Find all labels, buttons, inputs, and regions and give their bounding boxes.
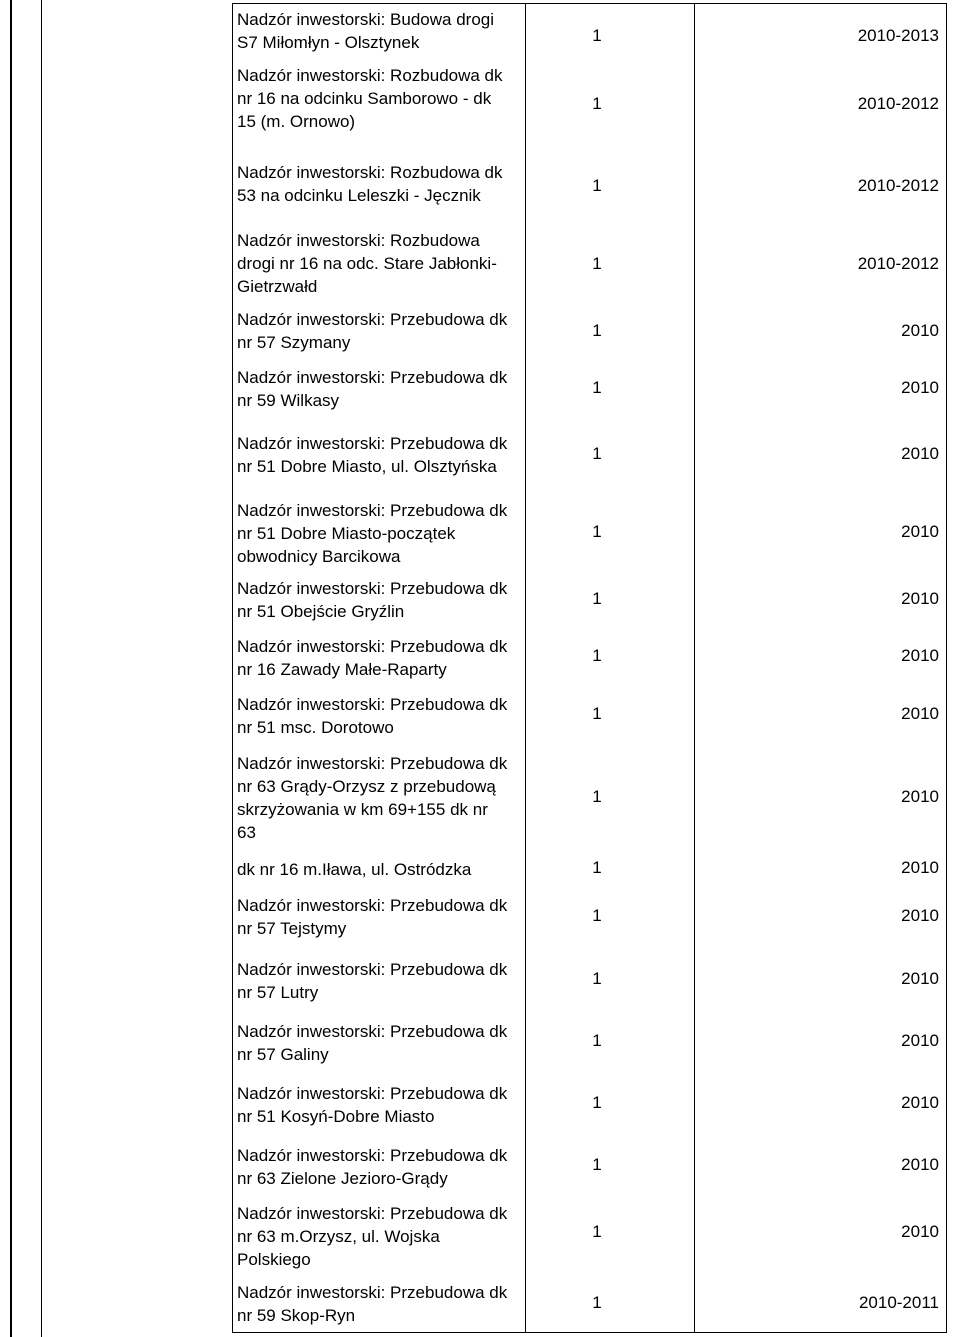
table-top-border: [232, 3, 947, 4]
row-description: Nadzór inwestorski: Rozbudowa dk nr 16 na odcinku Samborowo - dk 15 (m. Ornowo): [237, 66, 503, 131]
row-years: 2010: [901, 1093, 939, 1112]
row-description: Nadzór inwestorski: Przebudowa dk nr 59 Skop-Ryn: [237, 1283, 508, 1325]
row-description: Nadzór inwestorski: Rozbudowa drogi nr 16 na odc. Stare Jabłonki- Gietrzwałd: [237, 231, 497, 296]
row-years: 2010-2011: [858, 1293, 939, 1312]
row-description: Nadzór inwestorski: Przebudowa dk nr 51 Obejście Gryźlin: [237, 579, 508, 621]
row-description: Nadzór inwestorski: Przebudowa dk nr 59 Wilkasy: [237, 368, 508, 410]
row-count: 1: [592, 94, 602, 113]
row-count: 1: [592, 378, 602, 397]
row-description: Nadzór inwestorski: Przebudowa dk nr 57 Tejstymy: [237, 896, 508, 938]
table-bottom-border: [232, 1332, 947, 1333]
row-count: 1: [592, 1093, 602, 1112]
row-description: Nadzór inwestorski: Przebudowa dk nr 51 Dobre Miasto, ul. Olsztyńska: [237, 434, 508, 476]
row-count: 1: [592, 321, 602, 340]
row-years: 2010-2012: [857, 94, 939, 113]
row-description: Nadzór inwestorski: Przebudowa dk nr 63 Grądy-Orzysz z przebudową skrzyżowania w km 69+155 dk nr 63: [237, 754, 508, 842]
row-description: Nadzór inwestorski: Przebudowa dk nr 57 Szymany: [237, 310, 508, 352]
row-description: Nadzór inwestorski: Budowa drogi S7 Miłomłyn - Olsztynek: [237, 10, 495, 52]
column-divider-2: [694, 3, 695, 1333]
row-count: 1: [592, 254, 602, 273]
row-count: 1: [592, 787, 602, 806]
row-years: 2010-2013: [857, 26, 939, 45]
table-left-border: [232, 3, 233, 1333]
table-right-border: [946, 3, 947, 1333]
row-description: Nadzór inwestorski: Przebudowa dk nr 51 msc. Dorotowo: [237, 695, 508, 737]
row-years: 2010: [901, 906, 939, 925]
row-years: 2010-2012: [857, 176, 939, 195]
row-years: 2010: [901, 787, 939, 806]
row-description: Nadzór inwestorski: Przebudowa dk nr 63 Zielone Jezioro-Grądy: [237, 1146, 508, 1188]
row-years: 2010: [901, 378, 939, 397]
page-left-border: [10, 0, 12, 1337]
row-years: 2010-2012: [857, 254, 939, 273]
row-years: 2010: [901, 522, 939, 541]
row-count: 1: [592, 176, 602, 195]
row-count: 1: [592, 858, 602, 877]
row-years: 2010: [901, 646, 939, 665]
page-inner-border: [41, 0, 42, 1337]
row-years: 2010: [901, 969, 939, 988]
contracts-table: [232, 3, 947, 1333]
row-years: 2010: [901, 589, 939, 608]
row-description: Nadzór inwestorski: Przebudowa dk nr 57 Lutry: [237, 960, 508, 1002]
row-count: 1: [592, 969, 602, 988]
row-count: 1: [592, 646, 602, 665]
row-count: 1: [592, 906, 602, 925]
row-years: 2010: [901, 321, 939, 340]
row-count: 1: [592, 1155, 602, 1174]
row-years: 2010: [901, 1222, 939, 1241]
row-count: 1: [592, 444, 602, 463]
row-years: 2010: [901, 1155, 939, 1174]
row-count: 1: [592, 1293, 602, 1312]
row-description: Nadzór inwestorski: Przebudowa dk nr 63 m.Orzysz, ul. Wojska Polskiego: [237, 1204, 508, 1269]
row-years: 2010: [901, 444, 939, 463]
row-count: 1: [592, 589, 602, 608]
row-description: Nadzór inwestorski: Przebudowa dk nr 57 Galiny: [237, 1022, 508, 1064]
row-count: 1: [592, 704, 602, 723]
row-description: Nadzór inwestorski: Przebudowa dk nr 51 Kosyń-Dobre Miasto: [237, 1084, 508, 1126]
row-description: Nadzór inwestorski: Przebudowa dk nr 51 Dobre Miasto-początek obwodnicy Barcikowa: [237, 501, 508, 566]
row-years: 2010: [901, 704, 939, 723]
row-description: Nadzór inwestorski: Rozbudowa dk 53 na odcinku Leleszki - Jęcznik: [237, 163, 503, 205]
row-count: 1: [592, 1031, 602, 1050]
row-description: dk nr 16 m.Iława, ul. Ostródzka: [237, 860, 472, 879]
row-count: 1: [592, 522, 602, 541]
row-years: 2010: [901, 1031, 939, 1050]
row-count: 1: [592, 1222, 602, 1241]
row-count: 1: [592, 26, 602, 45]
row-years: 2010: [901, 858, 939, 877]
row-description: Nadzór inwestorski: Przebudowa dk nr 16 Zawady Małe-Raparty: [237, 637, 508, 679]
